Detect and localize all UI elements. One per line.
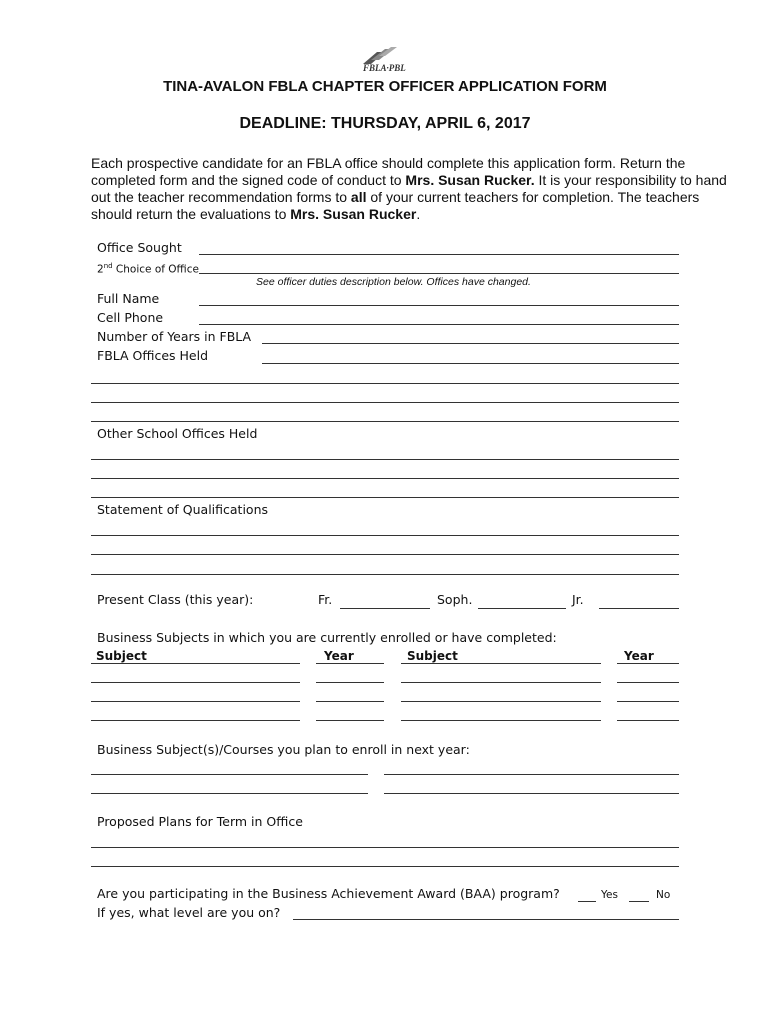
baa-question-label: Are you participating in the Business Achievement Award (BAA) program? [97,886,560,901]
baa-level-field[interactable] [293,919,679,920]
col-year-2: Year [624,649,654,663]
proposed-plans-line[interactable] [91,847,679,848]
qualifications-label: Statement of Qualifications [97,502,269,517]
subject-row-1-year[interactable] [316,682,384,683]
baa-no-label: No [656,889,671,901]
contact-name: Mrs. Susan Rucker. [405,172,535,188]
fbla-logo [355,46,415,76]
subject-row-2-year-2[interactable] [617,701,679,702]
contact-name: Mrs. Susan Rucker [290,206,417,222]
col-subject-2-underline [401,663,601,664]
full-name-field[interactable] [199,305,679,306]
other-offices-line[interactable] [91,497,679,498]
class-soph-label: Soph. [437,592,473,607]
second-choice-label: 2nd Choice of Office [97,262,199,276]
cell-phone-label: Cell Phone [97,310,164,325]
other-offices-line[interactable] [91,459,679,460]
next-year-line[interactable] [384,793,679,794]
office-sought-field[interactable] [199,254,679,255]
second-choice-field[interactable] [199,273,679,274]
business-subjects-label: Business Subjects in which you are currently enrolled or have completed: [97,630,557,645]
fbla-logo-text: FBLA·PBL [363,63,406,73]
proposed-plans-line[interactable] [91,866,679,867]
class-fr-field[interactable] [340,608,430,609]
subject-row-2-subject-2[interactable] [401,701,601,702]
class-fr-label: Fr. [318,592,333,607]
baa-level-label: If yes, what level are you on? [97,905,281,920]
class-jr-field[interactable] [599,608,679,609]
subject-row-3-subject[interactable] [91,720,300,721]
qualifications-line[interactable] [91,535,679,536]
baa-no-field[interactable] [629,901,649,902]
next-year-line[interactable] [91,774,368,775]
years-in-fbla-label: Number of Years in FBLA [97,329,252,344]
next-year-label: Business Subject(s)/Courses you plan to enroll in next year: [97,742,470,757]
col-year-1-underline [316,663,384,664]
class-soph-field[interactable] [478,608,566,609]
col-subject-2: Subject [407,649,458,663]
present-class-label: Present Class (this year): [97,592,254,607]
col-year-2-underline [617,663,679,664]
other-offices-label: Other School Offices Held [97,426,258,441]
qualifications-line[interactable] [91,574,679,575]
next-year-line[interactable] [384,774,679,775]
col-year-1: Year [324,649,354,663]
subject-row-1-subject[interactable] [91,682,300,683]
office-note: See officer duties description below. Offices have changed. [256,276,531,288]
cell-phone-field[interactable] [199,324,679,325]
deadline: DEADLINE: THURSDAY, APRIL 6, 2017 [239,115,531,132]
subject-row-1-year-2[interactable] [617,682,679,683]
baa-yes-field[interactable] [578,901,596,902]
baa-yes-label: Yes [601,889,618,901]
full-name-label: Full Name [97,291,160,306]
subject-row-2-year[interactable] [316,701,384,702]
next-year-line[interactable] [91,793,368,794]
office-sought-label: Office Sought [97,240,182,255]
offices-held-line[interactable] [91,383,679,384]
col-subject-1: Subject [96,649,147,663]
form-title: TINA-AVALON FBLA CHAPTER OFFICER APPLICATION FORM [163,78,607,95]
col-subject-1-underline [91,663,300,664]
proposed-plans-label: Proposed Plans for Term in Office [97,814,303,829]
subject-row-2-subject[interactable] [91,701,300,702]
qualifications-line[interactable] [91,554,679,555]
offices-held-line[interactable] [91,402,679,403]
class-jr-label: Jr. [572,592,584,607]
other-offices-line[interactable] [91,478,679,479]
subject-row-3-year[interactable] [316,720,384,721]
offices-held-field[interactable] [262,363,679,364]
years-in-fbla-field[interactable] [262,343,679,344]
intro-paragraph: Each prospective candidate for an FBLA office should complete this application form. Return the completed form and the signed code of conduct to Mrs. Susan Rucker. It is your responsibility to hand out the teacher recommendation forms to all of your current teachers for completion. The teachers should return the evaluations to Mrs. Susan Rucker. [91,155,727,222]
subject-row-1-subject-2[interactable] [401,682,601,683]
offices-held-label: FBLA Offices Held [97,348,209,363]
subject-row-3-subject-2[interactable] [401,720,601,721]
subject-row-3-year-2[interactable] [617,720,679,721]
offices-held-line[interactable] [91,421,679,422]
